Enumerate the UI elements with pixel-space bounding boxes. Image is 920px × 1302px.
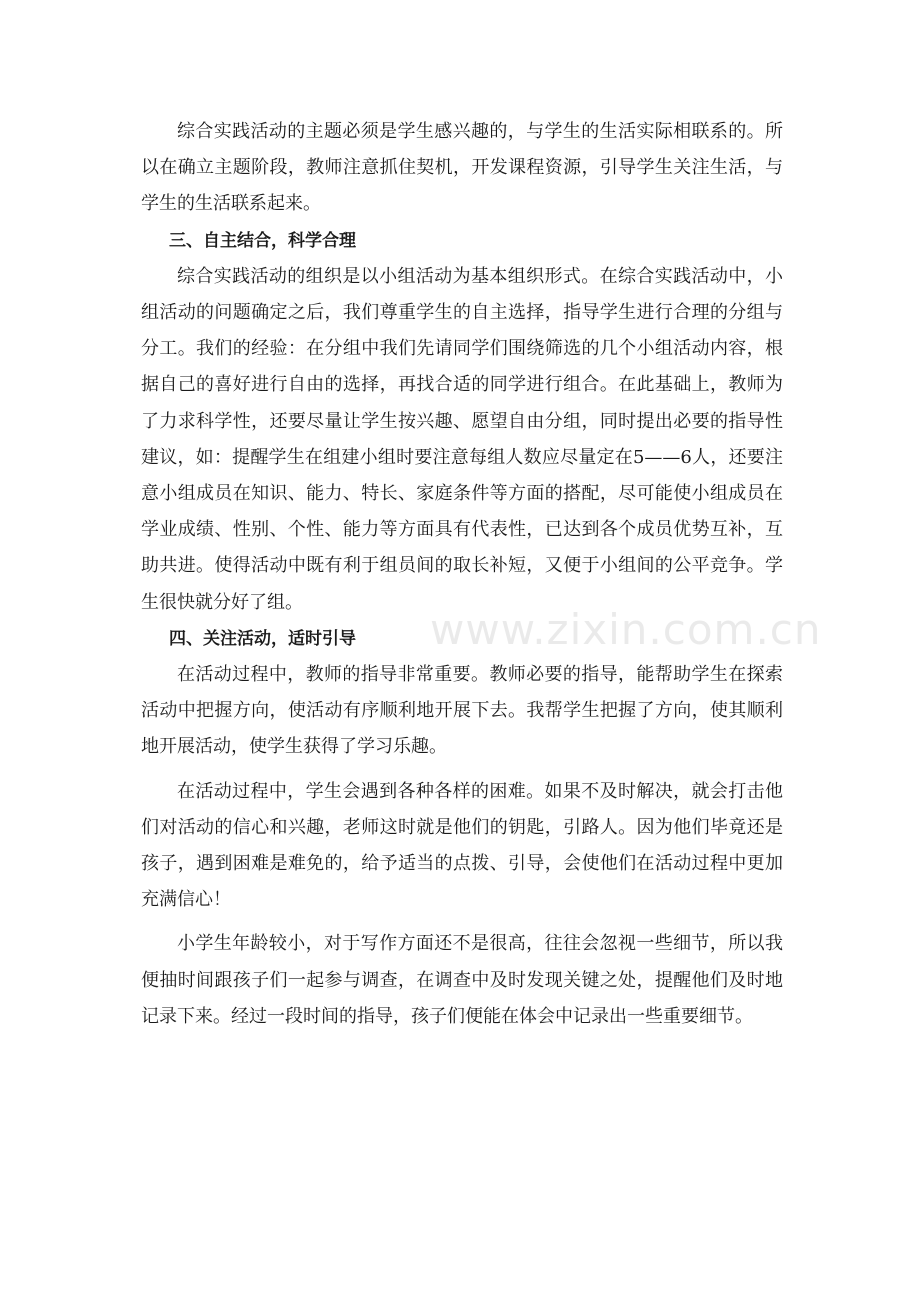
paragraph-teacher-guidance: 在活动过程中，教师的指导非常重要。教师必要的指导，能帮助学生在探索活动中把握方向，使活动有序顺利地开展下去。我帮学生把握了方向，使其顺利地开展活动，使学生获得了学习乐趣。: [141, 664, 783, 758]
paragraph-writing-details: 小学生年龄较小，对于写作方面还不是很高，往往会忽视一些细节，所以我便抽时间跟孩子们一起参与调查，在调查中及时发现关键之处，提醒他们及时地记录下来。经过一段时间的指导，孩子们便能在体会中记录出一些重要细节。: [141, 933, 783, 1027]
paragraph-theme-interest: 综合实践活动的主题必须是学生感兴趣的，与学生的生活实际相联系的。所以在确立主题阶段，教师注意抓住契机，开发课程资源，引导学生关注生活，与学生的生活联系起来。: [141, 121, 783, 215]
section-heading-3: 三、自主结合，科学合理: [169, 230, 356, 251]
paragraph-group-organization: 综合实践活动的组织是以小组活动为基本组织形式。在综合实践活动中，小组活动的问题确定之后，我们尊重学生的自主选择，指导学生进行合理的分组与分工。我们的经验：在分组中我们先请同学们围绕筛选的几个小组活动内容，根据自己的喜好进行自由的选择，再找合适的同学进行组合。在此基础上，教师为了力求科学性，还要尽量让学生按兴趣、愿望自由分组，同时提出必要的指导性建议，如：提醒学生在组建小组时要注意每组人数应尽量定在5——6人，还要注意小组成员在知识、能力、特长、家庭条件等方面的搭配，尽可能使小组成员在学业成绩、性别、个性、能力等方面具有代表性，已达到各个成员优势互补，互助共进。使得活动中既有利于组员间的取长补短，又便于小组间的公平竞争。学生很快就分好了组。: [141, 265, 783, 613]
paragraph-difficulties: 在活动过程中，学生会遇到各种各样的困难。如果不及时解决，就会打击他们对活动的信心和兴趣，老师这时就是他们的钥匙，引路人。因为他们毕竟还是孩子，遇到困难是难免的，给予适当的点拨、引导，会使他们在活动过程中更加充满信心！: [141, 780, 783, 911]
document-body: [141, 114, 783, 1035]
watermark-text: www.zixin.com.cn: [430, 605, 822, 654]
section-heading-4: 四、关注活动，适时引导: [169, 628, 356, 649]
